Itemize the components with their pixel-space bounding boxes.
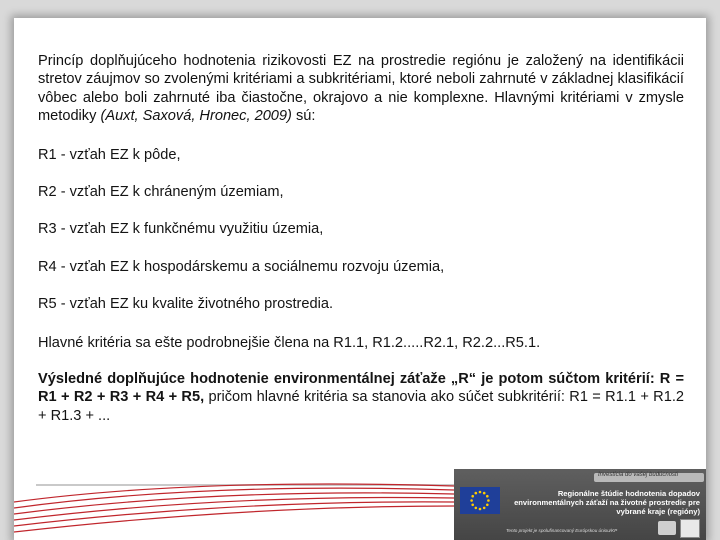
result-formula: Výsledné doplňujúce hodnotenie environmentálnej záťaže „R“ je potom súčtom kritérií: R = R1 + R2 + R3 + R4 + R5, [38, 371, 684, 406]
banner-footer: Tento projekt je spolufinancovaný Európskou úniou/KP [506, 528, 618, 533]
slide-content [38, 52, 684, 425]
red-stripes-decoration [14, 480, 454, 540]
subcriteria-note: Hlavné kritéria sa ešte podrobnejšie člena na R1.1, R1.2.....R2.1, R2.2...R5.1. [38, 334, 541, 351]
project-banner [454, 469, 706, 540]
banner-tagline: Investícia do vašej budúcnosti [598, 472, 679, 478]
criterion-r5: R5 - vzťah EZ ku kvalite životného prostredia. [38, 296, 334, 313]
result-paragraph [38, 370, 684, 425]
partner-logo-icon [658, 521, 676, 535]
criterion-r2: R2 - vzťah EZ k chráneným územiam, [38, 184, 284, 201]
partner-logo-secondary-icon [680, 519, 700, 538]
intro-paragraph [38, 52, 684, 126]
citation: (Auxt, Saxová, Hronec, 2009) [100, 108, 292, 125]
slide [14, 18, 706, 540]
criterion-r4: R4 - vzťah EZ k hospodárskemu a sociálnemu rozvoju územia, [38, 258, 445, 275]
intro-text: Princíp doplňujúceho hodnotenia rizikovosti EZ na prostredie regiónu je založený na identifikácii stretov záujmov so zvolenými kritériami a subkritériami, ktoré neboli zahrnuté v základnej klasifikácií vôbec alebo boli zahrnuté iba čiastočne, okrajovo a nie komplexne. Hlavnými kritériami v zmysle metodiky [38, 53, 684, 125]
banner-title: Regionálne štúdie hodnotenia dopadov environmentálnych záťaží na životné prostredie pre vybrané kraje (regióny) [514, 489, 700, 517]
eu-flag-icon [460, 487, 500, 514]
intro-end: sú: [291, 108, 316, 125]
banner-tagline-bar [594, 473, 704, 482]
criterion-r1: R1 - vzťah EZ k pôde, [38, 146, 181, 163]
result-rest: pričom hlavné kritéria sa stanovia ako súčet subkritérií: R1 = R1.1 + R1.2 + R1.3 + ... [38, 389, 685, 424]
criterion-r3: R3 - vzťah EZ k funkčnému využitiu územia, [38, 221, 324, 238]
